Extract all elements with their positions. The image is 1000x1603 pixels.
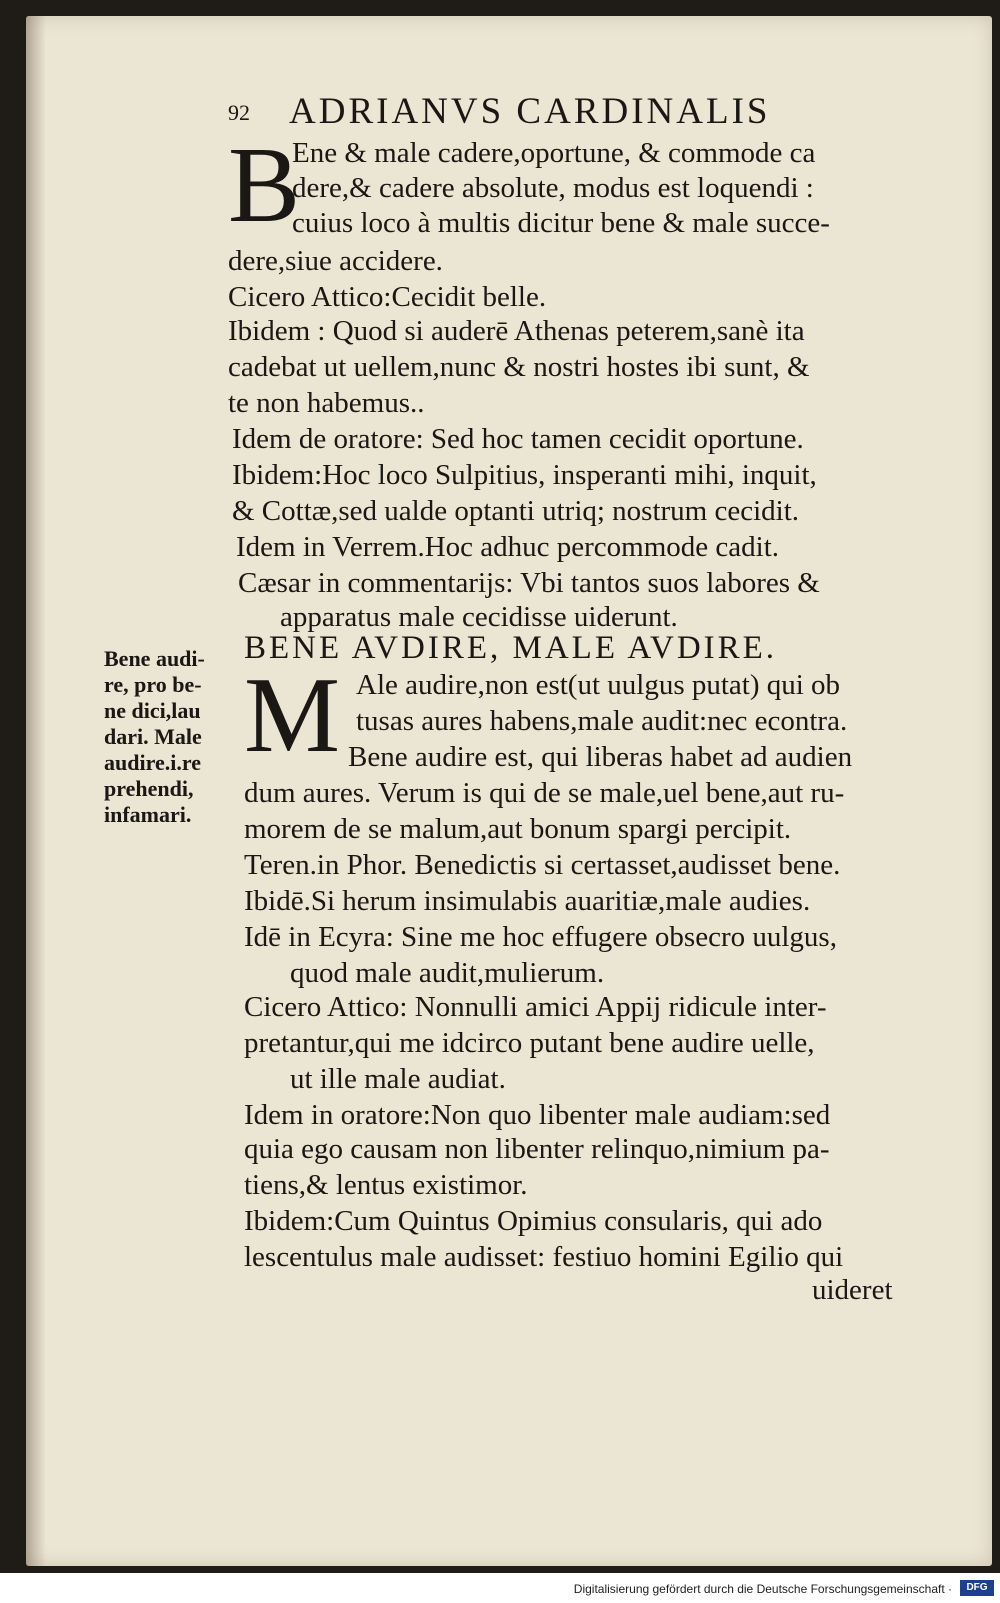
dropcap-b: B: [228, 126, 301, 245]
text-line: Ibidem:Hoc loco Sulpitius, insperanti mihi, inquit,: [232, 459, 817, 491]
text-line: morem de se malum,aut bonum spargi percipit.: [244, 813, 792, 845]
text-line: quod male audit,mulierum.: [290, 957, 605, 989]
text-line: cadebat ut uellem,nunc & nostri hostes ibi sunt, &: [228, 351, 810, 383]
text-line: & Cottæ,sed ualde optanti utriq; nostrum cecidit.: [232, 495, 800, 527]
text-line: apparatus male cecidisse uiderunt.: [280, 601, 678, 633]
text-line: dere,siue accidere.: [228, 245, 443, 277]
text-line: Idē in Ecyra: Sine me hoc effugere obsecro uulgus,: [244, 921, 837, 953]
text-line: dere,& cadere absolute, modus est loquendi :: [292, 172, 814, 204]
text-line: Cæsar in commentarijs: Vbi tantos suos labores &: [238, 567, 820, 599]
text-line: Ene & male cadere,oportune, & commode ca: [292, 137, 816, 169]
text-line: dum aures. Verum is qui de se male,uel bene,aut ru-: [244, 777, 845, 809]
margin-note-line: re, pro be-: [104, 672, 202, 697]
text-line: tusas aures habens,male audit:nec econtra.: [356, 705, 848, 737]
text-line: quia ego causam non libenter relinquo,nimium pa-: [244, 1133, 830, 1165]
text-line: ut ille male audiat.: [290, 1063, 506, 1095]
text-line: Teren.in Phor. Benedictis si certasset,audisset bene.: [244, 849, 841, 881]
margin-note-line: ne dici,lau: [104, 698, 201, 723]
page-number: 92: [228, 100, 250, 125]
footer-credit: Digitalisierung gefördert durch die Deutsche Forschungsgemeinschaft ·: [573, 1582, 952, 1596]
text-line: Bene audire est, qui liberas habet ad audien: [348, 741, 853, 773]
dropcap-m: M: [244, 656, 341, 775]
text-line: Cicero Attico: Nonnulli amici Appij ridicule inter-: [244, 991, 827, 1023]
text-line: Ibidem:Cum Quintus Opimius consularis, qui ado: [244, 1205, 823, 1237]
text-line: lescentulus male audisset: festiuo homini Egilio qui: [244, 1241, 844, 1273]
footer-bar: [0, 1573, 1000, 1603]
margin-note-line: Bene audi-: [104, 646, 205, 671]
section-title: BENE AVDIRE, MALE AVDIRE.: [244, 630, 778, 666]
text-line: tiens,& lentus existimor.: [244, 1169, 528, 1201]
text-line: Cicero Attico:Cecidit belle.: [228, 281, 547, 313]
dfg-logo: DFG: [960, 1580, 994, 1596]
text-line: cuius loco à multis dicitur bene & male succe-: [292, 207, 830, 239]
text-line: Idem de oratore: Sed hoc tamen cecidit oportune.: [232, 423, 804, 455]
catchword: uideret: [812, 1274, 893, 1306]
margin-note-line: dari. Male: [104, 724, 202, 749]
text-line: Ibidem : Quod si auderē Athenas peterem,sanè ita: [228, 315, 805, 347]
text-line: pretantur,qui me idcirco putant bene audire uelle,: [244, 1027, 815, 1059]
running-title: ADRIANVS CARDINALIS: [289, 91, 771, 132]
text-line: Ale audire,non est(ut uulgus putat) qui ob: [356, 669, 841, 701]
margin-note-line: prehendi,: [104, 776, 194, 801]
text-line: Idem in Verrem.Hoc adhuc percommode cadit.: [236, 531, 780, 563]
margin-note-line: audire.i.re: [104, 750, 201, 775]
text-line: te non habemus..: [228, 387, 425, 419]
margin-note-line: infamari.: [104, 802, 192, 827]
gutter-shadow: [26, 16, 46, 1566]
text-line: Idem in oratore:Non quo libenter male audiam:sed: [244, 1099, 831, 1131]
text-line: Ibidē.Si herum insimulabis auaritiæ,male audies.: [244, 885, 811, 917]
